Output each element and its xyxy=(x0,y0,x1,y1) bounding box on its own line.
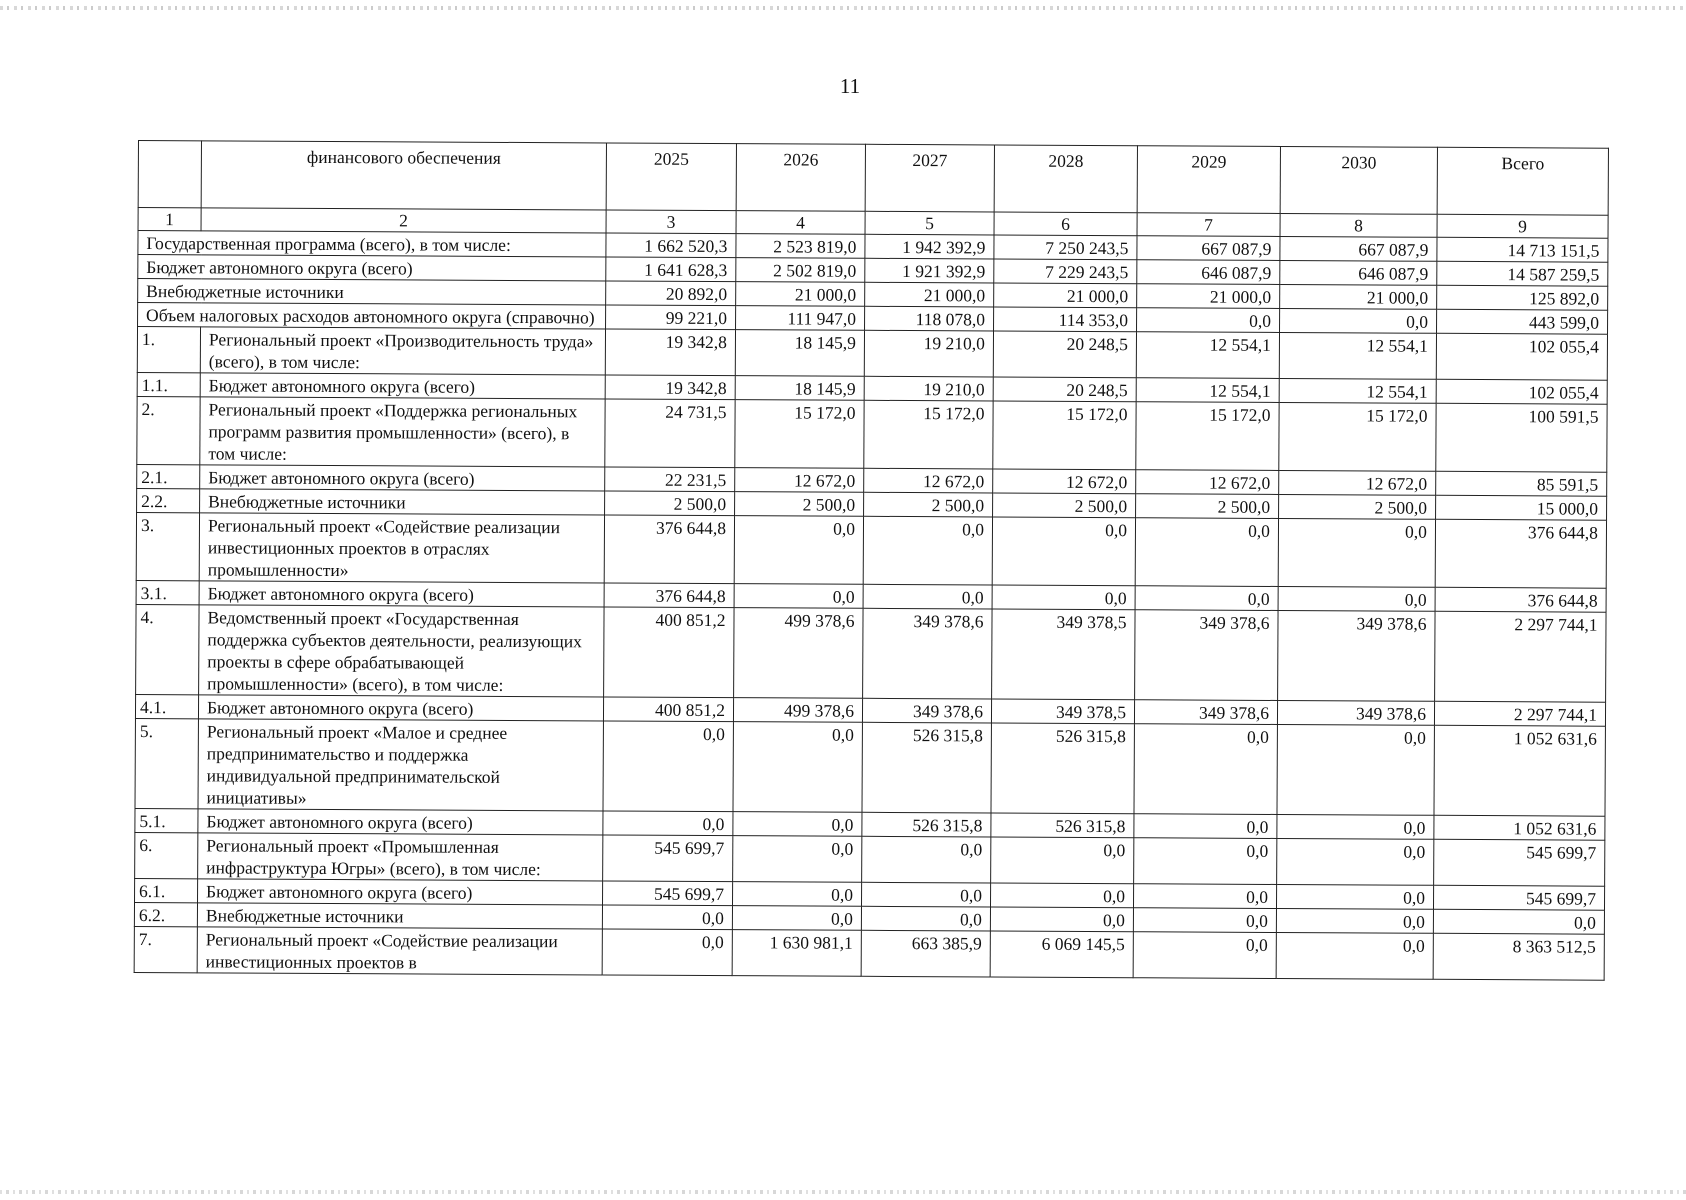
value-cell-year: 19 342,8 xyxy=(605,375,735,400)
row-number: 4.1. xyxy=(135,694,198,718)
value-cell-year: 0,0 xyxy=(1277,814,1434,839)
value-cell-total: 0,0 xyxy=(1433,909,1604,934)
value-cell-year: 0,0 xyxy=(861,906,990,931)
value-cell-year: 12 554,1 xyxy=(1279,332,1436,379)
value-cell-year: 0,0 xyxy=(603,721,733,812)
row-description: Государственная программа (всего), в том числе: xyxy=(138,231,606,257)
row-description: Ведомственный проект «Государственная поддержка субъектов деятельности, реализующих проекты в сфере обрабатывающей промышленности» (всего), в том числе: xyxy=(199,605,604,697)
table-row xyxy=(135,832,1605,886)
row-number: 7. xyxy=(134,926,197,972)
value-cell-total: 15 000,0 xyxy=(1436,495,1607,520)
value-cell-year: 2 500,0 xyxy=(735,492,864,517)
value-cell-year: 400 851,2 xyxy=(604,607,734,698)
row-number: 3. xyxy=(136,512,199,580)
row-description: Бюджет автономного округа (всего) xyxy=(199,581,604,607)
value-cell-year: 12 672,0 xyxy=(1136,470,1279,495)
value-cell-year: 12 554,1 xyxy=(1279,378,1436,403)
row-description: Региональный проект «Промышленная инфраструктура Югры» (всего), в том числе: xyxy=(198,833,603,881)
row-description: Региональный проект «Содействие реализации инвестиционных проектов в xyxy=(197,927,602,975)
value-cell-year: 21 000,0 xyxy=(1280,284,1437,309)
header-cell-year-2029: 2029 xyxy=(1137,146,1280,214)
value-cell-total: 443 599,0 xyxy=(1437,309,1608,334)
value-cell-year: 19 210,0 xyxy=(864,376,993,401)
row-number: 1. xyxy=(137,327,200,373)
value-cell-year: 400 851,2 xyxy=(603,697,733,722)
value-cell-year: 0,0 xyxy=(1278,586,1435,611)
row-description: Внебюджетные источники xyxy=(200,489,605,515)
row-description: Бюджет автономного округа (всего) xyxy=(198,879,603,905)
table-row xyxy=(136,604,1606,702)
value-cell-year: 0,0 xyxy=(990,883,1133,908)
value-cell-year: 0,0 xyxy=(991,837,1134,884)
value-cell-year: 21 000,0 xyxy=(736,282,865,307)
value-cell-year: 0,0 xyxy=(863,516,992,585)
value-cell-year: 12 554,1 xyxy=(1136,378,1279,403)
value-cell-total: 102 055,4 xyxy=(1436,333,1607,380)
value-cell-year: 21 000,0 xyxy=(1137,284,1280,309)
value-cell-year: 7 250 243,5 xyxy=(994,235,1137,260)
value-cell-year: 1 942 392,9 xyxy=(865,234,994,259)
value-cell-year: 2 500,0 xyxy=(864,492,993,517)
value-cell-year: 667 087,9 xyxy=(1137,236,1280,261)
column-index-cell: 3 xyxy=(606,210,736,234)
row-number: 6.2. xyxy=(134,902,197,926)
value-cell-total: 102 055,4 xyxy=(1436,379,1607,404)
value-cell-year: 526 315,8 xyxy=(991,813,1134,838)
row-number: 5. xyxy=(135,718,198,808)
row-description: Объем налоговых расходов автономного округа (справочно) xyxy=(138,303,606,329)
header-cell-number xyxy=(138,141,201,208)
row-description: Региональный проект «Производительность труда» (всего), в том числе: xyxy=(200,327,605,375)
value-cell-year: 15 172,0 xyxy=(864,400,993,469)
value-cell-year: 19 210,0 xyxy=(864,330,993,377)
value-cell-year: 21 000,0 xyxy=(994,283,1137,308)
row-description: Региональный проект «Содействие реализации инвестиционных проектов в отраслях промышленности» xyxy=(199,513,604,583)
row-number: 5.1. xyxy=(135,808,198,832)
value-cell-total: 376 644,8 xyxy=(1435,587,1606,612)
value-cell-year: 663 385,9 xyxy=(861,930,990,977)
column-index-cell: 7 xyxy=(1137,213,1280,237)
value-cell-year: 349 378,6 xyxy=(863,608,992,699)
value-cell-year: 0,0 xyxy=(1134,814,1277,839)
value-cell-total: 8 363 512,5 xyxy=(1433,933,1604,980)
value-cell-total: 1 052 631,6 xyxy=(1434,815,1605,840)
value-cell-year: 0,0 xyxy=(1133,908,1276,933)
value-cell-year: 0,0 xyxy=(1278,518,1435,587)
value-cell-year: 0,0 xyxy=(732,906,861,931)
value-cell-year: 22 231,5 xyxy=(605,467,735,492)
value-cell-year: 499 378,6 xyxy=(734,608,863,699)
row-description: Бюджет автономного округа (всего) xyxy=(198,809,603,835)
value-cell-total: 125 892,0 xyxy=(1437,285,1608,310)
value-cell-year: 118 078,0 xyxy=(865,306,994,331)
value-cell-total: 2 297 744,1 xyxy=(1434,701,1605,726)
row-description: Бюджет автономного округа (всего) xyxy=(198,695,603,721)
row-number: 4. xyxy=(136,604,199,694)
value-cell-year: 12 672,0 xyxy=(993,469,1136,494)
value-cell-year: 12 672,0 xyxy=(1279,470,1436,495)
value-cell-year: 6 069 145,5 xyxy=(990,931,1133,978)
value-cell-total: 85 591,5 xyxy=(1436,471,1607,496)
value-cell-year: 0,0 xyxy=(1137,308,1280,333)
value-cell-year: 15 172,0 xyxy=(735,400,864,469)
value-cell-year: 0,0 xyxy=(992,517,1135,586)
value-cell-year: 0,0 xyxy=(1134,724,1277,815)
value-cell-year: 349 378,5 xyxy=(991,699,1134,724)
value-cell-year: 349 378,6 xyxy=(1134,700,1277,725)
value-cell-year: 0,0 xyxy=(1277,724,1434,815)
value-cell-year: 1 641 628,3 xyxy=(606,257,736,282)
value-cell-year: 646 087,9 xyxy=(1280,260,1437,285)
value-cell-year: 526 315,8 xyxy=(862,812,991,837)
column-index-cell: 9 xyxy=(1437,214,1608,238)
value-cell-year: 24 731,5 xyxy=(605,399,735,468)
value-cell-year: 1 630 981,1 xyxy=(732,930,861,977)
value-cell-year: 376 644,8 xyxy=(604,583,734,608)
column-index-cell: 8 xyxy=(1280,213,1437,237)
value-cell-year: 0,0 xyxy=(1276,884,1433,909)
table-row xyxy=(137,396,1607,472)
table-row xyxy=(134,926,1604,980)
header-cell-total: Всего xyxy=(1437,147,1608,215)
page-number: 11 xyxy=(839,74,861,98)
column-index-cell: 5 xyxy=(865,211,994,235)
value-cell-year: 7 229 243,5 xyxy=(994,259,1137,284)
value-cell-year: 0,0 xyxy=(1133,932,1276,979)
column-index-cell: 4 xyxy=(736,211,865,235)
header-cell-year-2027: 2027 xyxy=(865,144,994,212)
row-number: 2.2. xyxy=(137,488,200,512)
value-cell-year: 0,0 xyxy=(732,882,861,907)
value-cell-year: 1 662 520,3 xyxy=(606,233,736,258)
value-cell-year: 0,0 xyxy=(990,907,1133,932)
value-cell-year: 2 523 819,0 xyxy=(736,234,865,259)
row-number: 1.1. xyxy=(137,372,200,396)
value-cell-year: 2 500,0 xyxy=(605,491,735,516)
value-cell-year: 349 378,6 xyxy=(1278,610,1435,701)
value-cell-year: 99 221,0 xyxy=(606,305,736,330)
value-cell-year: 0,0 xyxy=(603,811,733,836)
row-number: 2.1. xyxy=(137,464,200,488)
value-cell-year: 15 172,0 xyxy=(993,401,1136,470)
value-cell-year: 0,0 xyxy=(1135,586,1278,611)
value-cell-total: 545 699,7 xyxy=(1433,885,1604,910)
value-cell-year: 0,0 xyxy=(862,836,991,883)
header-cell-year-2025: 2025 xyxy=(606,143,736,211)
value-cell-year: 0,0 xyxy=(734,516,863,585)
value-cell-year: 2 502 819,0 xyxy=(736,258,865,283)
value-cell-year: 0,0 xyxy=(733,812,862,837)
value-cell-year: 0,0 xyxy=(863,584,992,609)
row-number: 3.1. xyxy=(136,580,199,604)
value-cell-year: 12 672,0 xyxy=(735,468,864,493)
table-row xyxy=(135,718,1605,816)
column-index-cell: 1 xyxy=(138,208,201,231)
value-cell-year: 0,0 xyxy=(1276,932,1433,979)
value-cell-total: 2 297 744,1 xyxy=(1435,611,1606,702)
value-cell-total: 545 699,7 xyxy=(1434,839,1605,886)
value-cell-year: 2 500,0 xyxy=(993,493,1136,518)
row-description: Бюджет автономного округа (всего) xyxy=(138,255,606,281)
table-row xyxy=(137,327,1607,381)
value-cell-year: 0,0 xyxy=(733,722,862,813)
value-cell-year: 499 378,6 xyxy=(733,698,862,723)
row-description: Внебюджетные источники xyxy=(138,279,606,305)
value-cell-total: 14 587 259,5 xyxy=(1437,261,1608,286)
value-cell-year: 19 342,8 xyxy=(605,329,735,376)
row-description: Региональный проект «Малое и среднее предпринимательство и поддержка индивидуальной предпринимательской инициативы» xyxy=(198,719,603,811)
column-index-cell: 2 xyxy=(201,208,606,233)
row-number: 6. xyxy=(135,832,198,878)
value-cell-year: 646 087,9 xyxy=(1137,260,1280,285)
value-cell-year: 526 315,8 xyxy=(991,723,1134,814)
value-cell-year: 15 172,0 xyxy=(1136,402,1279,471)
value-cell-year: 20 248,5 xyxy=(993,331,1136,378)
value-cell-year: 376 644,8 xyxy=(604,515,734,584)
value-cell-year: 349 378,6 xyxy=(1277,700,1434,725)
value-cell-year: 20 892,0 xyxy=(606,281,736,306)
row-description: Внебюджетные источники xyxy=(197,903,602,929)
value-cell-year: 545 699,7 xyxy=(603,881,733,906)
value-cell-year: 0,0 xyxy=(602,929,732,976)
value-cell-year: 20 248,5 xyxy=(993,377,1136,402)
value-cell-year: 349 378,5 xyxy=(992,609,1135,700)
value-cell-year: 0,0 xyxy=(1135,518,1278,587)
value-cell-year: 0,0 xyxy=(992,585,1135,610)
header-cell-year-2026: 2026 xyxy=(736,144,865,212)
value-cell-year: 0,0 xyxy=(733,836,862,883)
value-cell-year: 0,0 xyxy=(1133,884,1276,909)
value-cell-year: 2 500,0 xyxy=(1279,494,1436,519)
value-cell-total: 1 052 631,6 xyxy=(1434,725,1605,816)
row-number: 2. xyxy=(137,396,200,464)
table-row xyxy=(136,512,1606,588)
row-number: 6.1. xyxy=(135,878,198,902)
value-cell-year: 667 087,9 xyxy=(1280,236,1437,261)
value-cell-year: 12 554,1 xyxy=(1136,332,1279,379)
value-cell-year: 0,0 xyxy=(734,584,863,609)
value-cell-total: 100 591,5 xyxy=(1436,403,1607,472)
column-index-cell: 6 xyxy=(994,212,1137,236)
header-cell-year-2030: 2030 xyxy=(1280,146,1437,214)
value-cell-year: 111 947,0 xyxy=(736,306,865,331)
financing-table xyxy=(134,140,1609,981)
value-cell-year: 0,0 xyxy=(1280,308,1437,333)
value-cell-year: 12 672,0 xyxy=(864,468,993,493)
value-cell-year: 0,0 xyxy=(861,882,990,907)
row-description: Бюджет автономного округа (всего) xyxy=(200,465,605,491)
value-cell-year: 0,0 xyxy=(602,905,732,930)
row-description: Региональный проект «Поддержка региональных программ развития промышленности» (всего), в том числе: xyxy=(200,397,605,467)
table-body xyxy=(134,141,1608,981)
value-cell-year: 15 172,0 xyxy=(1279,402,1436,471)
value-cell-year: 0,0 xyxy=(1134,838,1277,885)
value-cell-total: 376 644,8 xyxy=(1435,519,1606,588)
value-cell-total: 14 713 151,5 xyxy=(1437,237,1608,262)
header-cell-year-2028: 2028 xyxy=(994,145,1137,213)
value-cell-year: 2 500,0 xyxy=(1136,494,1279,519)
value-cell-year: 114 353,0 xyxy=(994,307,1137,332)
value-cell-year: 0,0 xyxy=(1277,838,1434,885)
scan-edge-top xyxy=(0,6,1686,10)
value-cell-year: 21 000,0 xyxy=(865,282,994,307)
scan-edge-bottom xyxy=(0,1190,1686,1194)
value-cell-year: 0,0 xyxy=(1276,908,1433,933)
value-cell-year: 349 378,6 xyxy=(862,698,991,723)
row-description: Бюджет автономного округа (всего) xyxy=(200,373,605,399)
value-cell-year: 1 921 392,9 xyxy=(865,258,994,283)
value-cell-year: 349 378,6 xyxy=(1135,610,1278,701)
value-cell-year: 18 145,9 xyxy=(735,376,864,401)
value-cell-year: 545 699,7 xyxy=(603,835,733,882)
header-row xyxy=(138,141,1608,216)
value-cell-year: 526 315,8 xyxy=(862,722,991,813)
header-cell-title: финансового обеспечения xyxy=(201,141,606,210)
value-cell-year: 18 145,9 xyxy=(735,330,864,377)
